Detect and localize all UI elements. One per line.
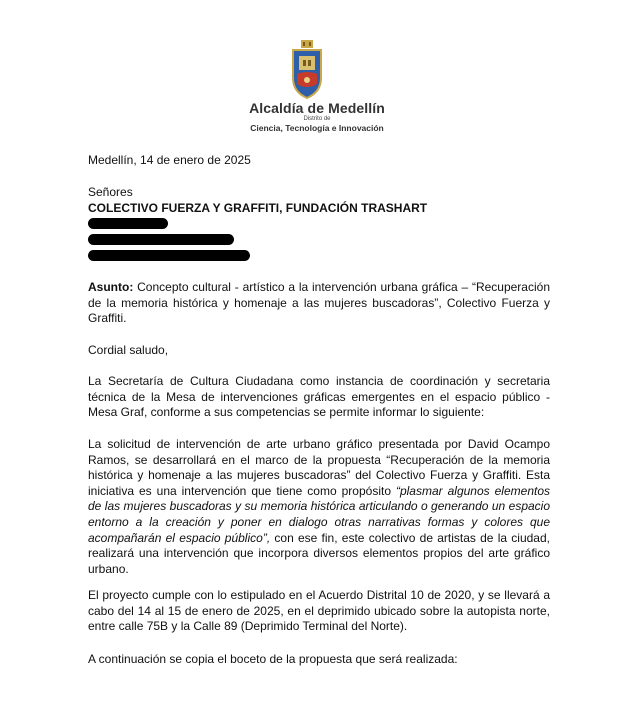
subject-paragraph (88, 280, 550, 327)
org-tagline: Ciencia, Tecnología e Innovación (250, 123, 384, 133)
paragraph-2-end: con ese fin, este colectivo de artistas de la ciudad, realizará una intervención que incorpora diversos elementos propios del arte gráfico urbano. (88, 530, 550, 576)
subject-text: Concepto cultural - artístico a la intervención urbana gráfica – “Recuperación de la memoria histórica y homenaje a las mujeres buscadoras”, Colectivo Fuerza y Graffiti. (88, 280, 550, 326)
paragraph-2 (88, 437, 550, 577)
subject-label: Asunto: (88, 280, 134, 294)
redaction-bar (88, 218, 168, 229)
city-coat-of-arms-icon (287, 40, 327, 100)
org-name: Alcaldía de Medellín (249, 100, 385, 116)
redaction-bar (88, 250, 250, 261)
paragraph-2-quote: “plasmar algunos elementos de las mujeres buscadoras y su memoria histórica articulando o generando un espacio entorno a la creación y poner en dialogo otras narrativas formas y colores que acompañarán el espacio público”, (88, 483, 550, 545)
salutation-to: Señores (88, 185, 133, 199)
org-subtitle: Distrito de (303, 116, 331, 122)
paragraph-4: A continuación se copia el boceto de la propuesta que será realizada: (88, 652, 458, 666)
recipient-name: COLECTIVO FUERZA Y GRAFFITI, FUNDACIÓN TRASHART (88, 201, 428, 215)
paragraph-3: El proyecto cumple con lo estipulado en el Acuerdo Distrital 10 de 2020, y se llevará a cabo del 14 al 15 de enero de 2025, en el deprimido ubicado sobre la autopista norte, entre calle 75B y la Calle 89 (Deprimido Terminal del Norte). (88, 588, 550, 634)
date-line: Medellín, 14 de enero de 2025 (88, 153, 251, 167)
redaction-bar (88, 234, 234, 245)
paragraph-1: La Secretaría de Cultura Ciudadana como instancia de coordinación y secretaria técnica de la Mesa de intervenciones gráficas emergentes en el espacio público - Mesa Graf, conforme a sus competencias se permite informar lo siguiente: (88, 374, 550, 420)
greeting: Cordial saludo, (88, 343, 169, 357)
paragraph-2-intro: La solicitud de intervención de arte urbano gráfico presentada por David Ocampo Ramos, se desarrollará en el marco de la propuesta “Recuperación de la memoria histórica y homenaje a las mujeres buscadoras” del Colectivo Fuerza y Graffiti. Esta iniciativa es una intervención que tiene como propósito (88, 437, 550, 498)
